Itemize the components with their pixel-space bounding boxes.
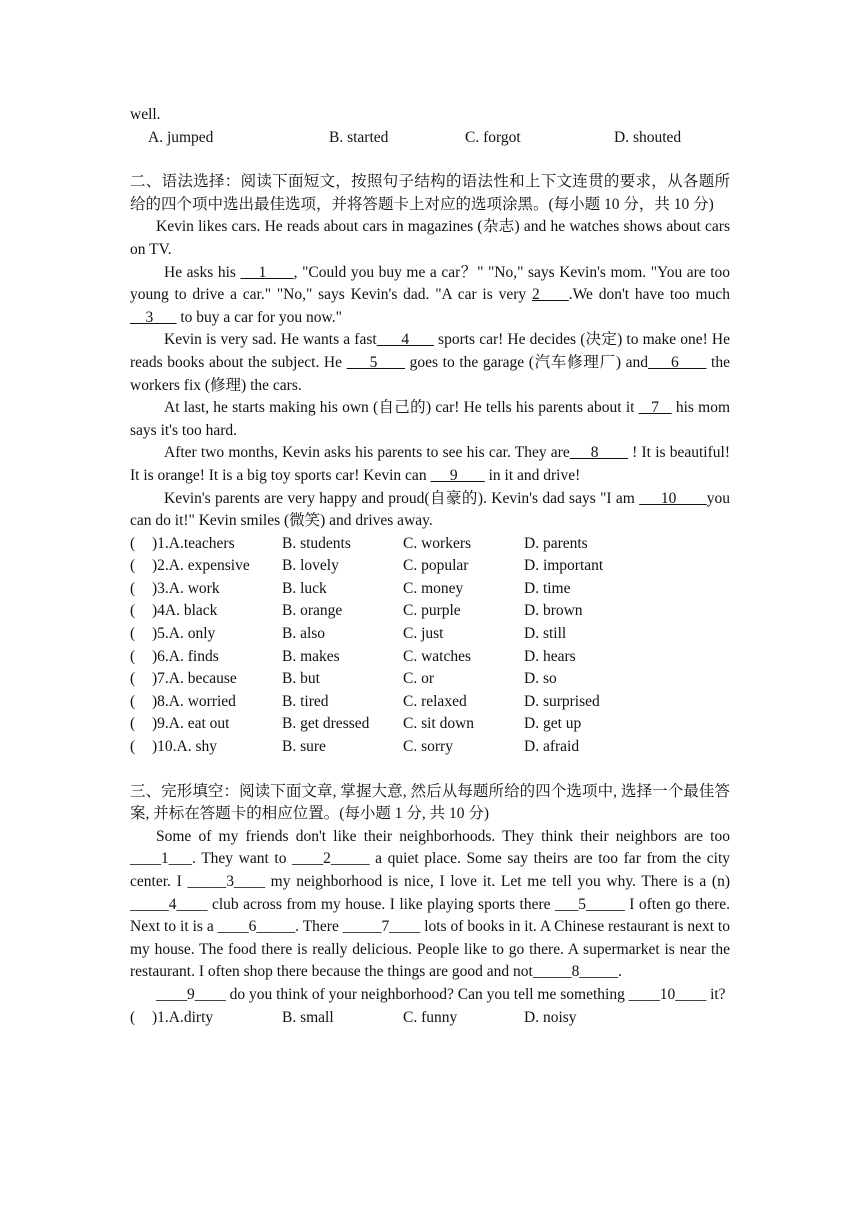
section3-paragraph-2: ____9____ do you think of your neighborhood? Can you tell me something ____10____ it? — [156, 985, 726, 1003]
blank-7: 7 — [638, 399, 672, 417]
question-row: ( )6.A. finds B. makes C. watches D. hears — [130, 647, 576, 665]
previous-question-tail: well. — [130, 106, 161, 123]
section3-paragraph-1: Some of my friends don't like their neighborhoods. They think their neighbors are too ____1___. They want to ____2_____ a quiet place. Some say theirs are too far from the city center. I _____3____ my neighborhood is nice, I love it. Let me tell you why. There is a (n) _____4____ club across from my house. I like playing sports there ___5_____ I often go there. Next to it is a ____6_____. There _____7____ lots of books in it. A Chinese restaurant is next to my house. The food there is really delicious. People like to go there. A supermarket is near the restaurant. I often shop there because the things are good and not_____8_____. — [130, 827, 730, 981]
section2-paragraph-6: Kevin's parents are very happy and proud(自豪的). Kevin's dad says "I am 10 you can do it!" Kevin smiles (微笑) and drives away. — [130, 489, 731, 530]
question-row: ( )3.A. work B. luck C. money D. time — [130, 579, 571, 597]
section2-paragraph-4: At last, he starts making his own (自己的) car! He tells his parents about it 7 his mom says it's too hard. — [130, 399, 731, 439]
question-row: ( )4A. black B. orange C. purple D. brown — [130, 602, 583, 620]
section3-header: 三、完形填空：阅读下面文章, 掌握大意, 然后从每题所给的四个选项中, 选择一个最佳答案, 并标在答题卡的相应位置。(每小题 1 分, 共 10 分) — [130, 782, 730, 823]
blank-10: 10 — [639, 489, 707, 507]
blank-8: 8 — [569, 444, 628, 462]
section3-questions — [130, 1007, 730, 1030]
blank-4: 4 — [376, 331, 434, 349]
blank-1: 1 — [240, 263, 294, 281]
option-d: D. shouted — [614, 128, 682, 146]
blank-3: 3 — [130, 308, 177, 326]
option-b: B. started — [329, 128, 389, 146]
question-row: ( )1.A.teachers B. students C. workers D. parents — [130, 534, 588, 552]
option-a: A. jumped — [148, 128, 214, 146]
blank-9: 9 — [430, 466, 485, 484]
question-row: ( )2.A. expensive B. lovely C. popular D. important — [130, 557, 604, 575]
question-row: ( )5.A. only B. also C. just D. still — [130, 625, 567, 643]
section2-questions — [130, 533, 730, 759]
question-row: ( )1.A.dirty B. small C. funny D. noisy — [130, 1008, 577, 1026]
section2-paragraph-1: Kevin likes cars. He reads about cars in magazines (杂志) and he watches shows about cars on TV. — [130, 218, 730, 258]
section2-paragraph-5: After two months, Kevin asks his parents to see his car. They are 8 ! It is beautiful! It is orange! It is a big toy sports car! Kevin can 9 in it and drive! — [130, 444, 730, 484]
blank-2: 2 — [531, 286, 569, 304]
blank-5: 5 — [346, 353, 406, 371]
previous-question-options — [130, 127, 730, 150]
section2-paragraph-2: He asks his 1 , "Could you buy me a car？" "No," says Kevin's mom. "You are too young to drive a car." "No," says Kevin's dad. "A car is very 2 .We don't have too much 3 to buy a car for you now." — [130, 263, 731, 326]
question-row: ( )10.A. shy B. sure C. sorry D. afraid — [130, 738, 580, 756]
question-row: ( )9.A. eat out B. get dressed C. sit down D. get up — [130, 715, 582, 733]
question-row: ( )8.A. worried B. tired C. relaxed D. surprised — [130, 692, 600, 710]
document-page — [130, 104, 730, 1029]
section2-header: 二、语法选择：阅读下面短文，按照句子结构的语法性和上下文连贯的要求，从各题所给的四个项中选出最佳选项，并将答题卡上对应的选项涂黑。(每小题 10 分，共 10 分) — [130, 173, 730, 213]
question-row: ( )7.A. because B. but C. or D. so — [130, 670, 557, 688]
option-c: C. forgot — [465, 128, 521, 146]
section2-paragraph-3: Kevin is very sad. He wants a fast 4 sports car! He decides (决定) to make one! He reads books about the subject. He 5 goes to the garage (汽车修理厂) and 6 the workers fix (修理) the cars. — [130, 331, 731, 394]
blank-6: 6 — [648, 353, 707, 371]
